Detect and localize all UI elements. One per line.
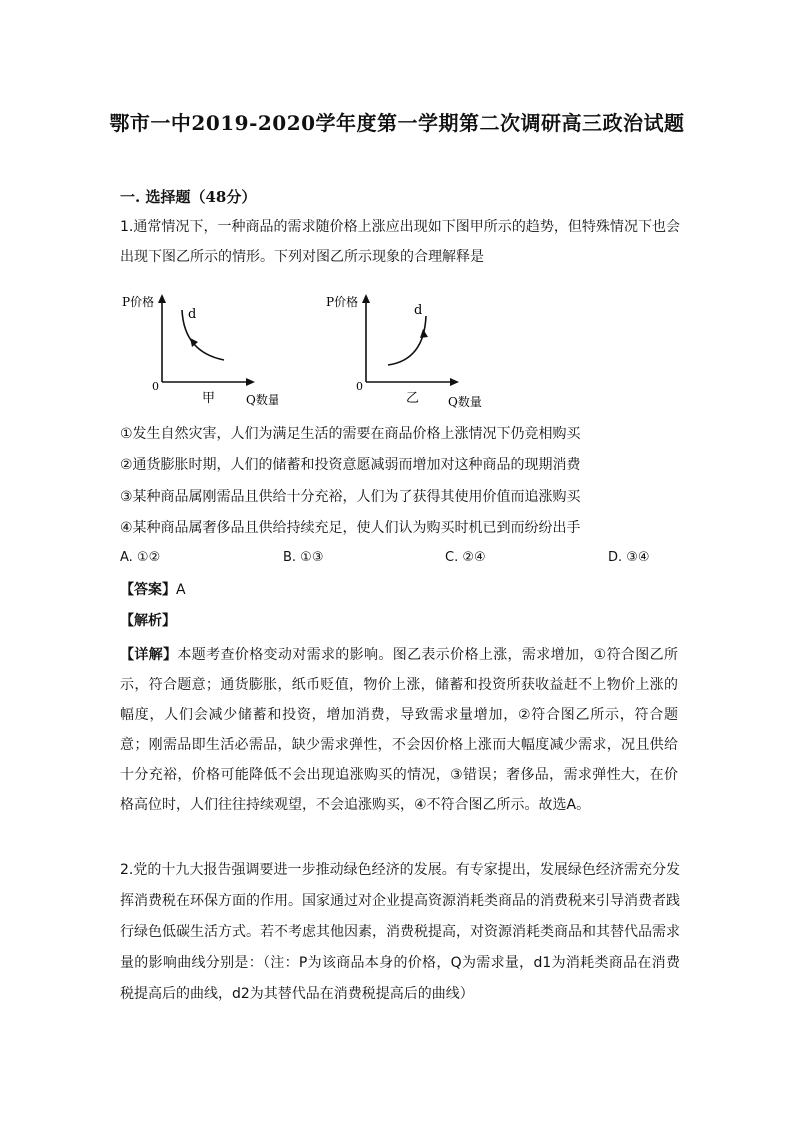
analysis-line (120, 611, 176, 631)
graph-yi-curve-label: d (414, 303, 423, 318)
graph-jia-q-label: Q数量 (246, 393, 278, 407)
graph-jia-p-label: P价格 (122, 295, 155, 309)
detail-tag: 【详解】 (120, 647, 178, 663)
graph-jia-origin: 0 (152, 380, 159, 393)
graph-yi-demand-curve (388, 316, 426, 365)
graph-yi-p-label: P价格 (326, 295, 359, 309)
graph-jia-curve-label: d (188, 307, 197, 322)
answer-tag: 【答案】 (120, 582, 176, 598)
question-1-stem: 1.通常情况下，一种商品的需求随价格上涨应出现如下图甲所示的趋势，但特殊情况下也会出现下图乙所示的情形。下列对图乙所示现象的合理解释是 (120, 219, 680, 265)
statement-2: ②通货膨胀时期，人们的储蓄和投资意愿减弱而增加对这种商品的现期消费 (120, 457, 581, 473)
graph-jia (118, 290, 278, 419)
graph-jia-caption: 甲 (202, 391, 216, 406)
statement-1: ①发生自然灾害，人们为满足生活的需要在商品价格上涨情况下仍竞相购买 (120, 426, 581, 442)
graph-yi-p-arrow (362, 294, 370, 303)
graph-yi-origin: 0 (356, 380, 363, 393)
section-heading: 一. 选择题（48分） (120, 188, 257, 206)
graph-yi-q-arrow (450, 378, 459, 386)
graph-jia-curve-arrow (190, 338, 198, 347)
choice-d: D. ③④ (608, 550, 650, 565)
graph-yi (322, 290, 482, 419)
detail-text: 本题考查价格变动对需求的影响。图乙表示价格上涨，需求增加，①符合图乙所示，符合题意；通货膨胀，纸币贬值，物价上涨，储蓄和投资所获收益赶不上物价上涨的幅度，人们会减少储蓄和投资，增加消费，导致需求量增加，②符合图乙所示，符合题意；刚需品即生活必需品，缺少需求弹性，不会因价格上涨而大幅度减少需求，况且供给十分充裕，价格可能降低不会出现追涨购买的情况，③错误；奢侈品，需求弹性大，在价格高位时，人们往往持续观望，不会追涨购买，④不符合图乙所示。故选A。 (120, 647, 678, 813)
detail-paragraph (120, 640, 678, 820)
graph-yi-caption: 乙 (406, 391, 420, 406)
question-2-stem: 2.党的十九大报告强调要进一步推动绿色经济的发展。有专家提出，发展绿色经济需充分发挥消费税在环保方面的作用。国家通过对企业提高资源消耗类商品的消费税来引导消费者践行绿色低碳生活方式。若不考虑其他因素，消费税提高，对资源消耗类商品和其替代品需求量的影响曲线分别是：（注：P为该商品本身的价格，Q为需求量，d1为消耗类商品在消费税提高后的曲线，d2为其替代品在消费税提高后的曲线） (120, 862, 680, 1002)
answer-value: A (176, 582, 186, 598)
graph-jia-p-arrow (158, 294, 166, 303)
graph-yi-q-label: Q数量 (448, 395, 482, 409)
statement-4: ④某种商品属奢侈品且供给持续充足，使人们认为购买时机已到而纷纷出手 (120, 520, 581, 536)
answer-line (120, 580, 186, 600)
page-title: 鄂市一中2019-2020学年度第一学期第二次调研高三政治试题 (109, 111, 685, 135)
analysis-tag: 【解析】 (120, 613, 176, 629)
graph-jia-q-arrow (246, 378, 255, 386)
statement-3: ③某种商品属刚需品且供给十分充裕，人们为了获得其使用价值而追涨购买 (120, 489, 581, 505)
choice-a: A. ①② (120, 550, 161, 565)
choice-b: B. ①③ (283, 550, 324, 565)
choice-c: C. ②④ (445, 550, 486, 565)
